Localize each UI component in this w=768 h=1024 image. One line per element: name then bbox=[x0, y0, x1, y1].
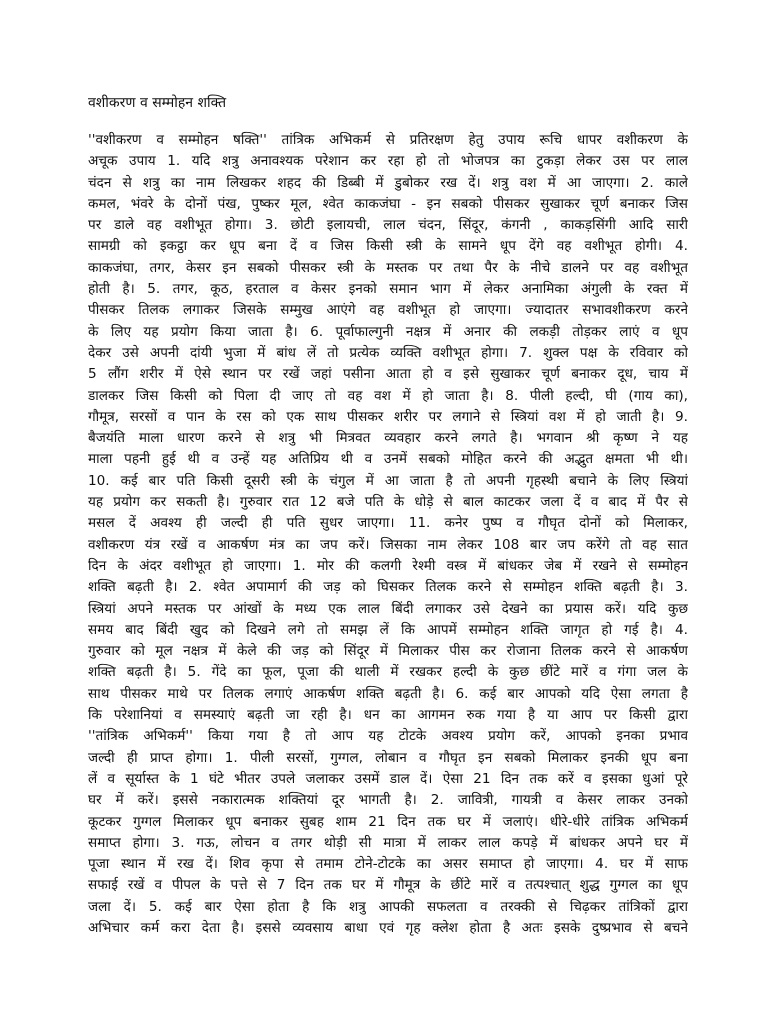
body-line: कमल, भंवरे के दोनों पंख, पुष्कर मूल, श्वेत काकजंघा - इन सबको पीसकर सुखाकर चूर्ण बनाकर जिस bbox=[88, 195, 688, 212]
body-line: कूटकर गुग्गल मिलाकर धूप बनाकर सुबह शाम 21 दिन तक घर में जलाएं। धीरे-धीरे तांत्रिक अभिकर्म bbox=[88, 813, 688, 830]
body-line: 5 लौंग शरीर में ऐसे स्थान पर रखें जहां पसीना आता हो व इसे सुखाकर चूर्ण बनाकर दूध, चाय में bbox=[88, 366, 688, 383]
body-line: समय बाद बिंदी खुद को दिखने लगे तो समझ लें कि आपमें सम्मोहन शक्ति जागृत हो गई है। 4. bbox=[88, 621, 688, 638]
body-line: ''वशीकरण व सम्मोहन षक्ति'' तांत्रिक अभिकर्म से प्रतिरक्षण हेतु उपाय रूचि धापर वशीकरण के bbox=[88, 132, 688, 148]
body-line: ''तांत्रिक अभिकर्म'' किया गया है तो आप यह टोटके अवश्य प्रयोग करें, आपको इनका प्रभाव bbox=[88, 728, 688, 745]
body-line: दिन के अंदर वशीभूत हो जाएगा। 1. मोर की कलगी रेश्मी वस्त्र में बांधकर जेब में रखने से सम्मोहन bbox=[88, 557, 688, 574]
document-title: वशीकरण व सम्मोहन शक्ति bbox=[88, 95, 227, 111]
body-line: चंदन से शत्रु का नाम लिखकर शहद की डिब्बी में डुबोकर रख दें। शत्रु वश में आ जाएगा। 2. काले bbox=[88, 174, 688, 191]
body-line: लें व सूर्यास्त के 1 घंटे भीतर उपले जलाकर उसमें डाल दें। ऐसा 21 दिन तक करें व इसका धुआं पूरे bbox=[88, 770, 688, 787]
body-line: शक्ति बढ़ती है। 5. गेंदे का फूल, पूजा की थाली में रखकर हल्दी के कुछ छींटे मारें व गंगा जल के bbox=[88, 664, 688, 681]
body-line: डालकर जिस किसी को पिला दी जाए तो वह वश में हो जाता है। 8. पीली हल्दी, घी (गाय का), bbox=[88, 387, 688, 404]
body-line: अभिचार कर्म करा देता है। इससे व्यवसाय बाधा एवं गृह क्लेश होता है अतः इसके दुष्प्रभाव से बचने bbox=[88, 919, 688, 936]
body-line: होती है। 5. तगर, कूठ, हरताल व केसर इनको समान भाग में लेकर अनामिका अंगुली के रक्त में bbox=[88, 281, 688, 298]
body-line: देकर उसे अपनी दांयी भुजा में बांध लें तो प्रत्येक व्यक्ति वशीभूत होगा। 7. शुक्ल पक्ष के रविवार को bbox=[88, 344, 688, 361]
body-line: घर में करें। इससे नकारात्मक शक्तियां दूर भागती है। 2. जावित्री, गायत्री व केसर लाकर उनको bbox=[88, 792, 688, 809]
body-line: सफाई रखें व पीपल के पत्ते से 7 दिन तक घर में गौमूत्र के छींटे मारें व तत्पश्चात् शुद्ध गुग्गल का धूप bbox=[88, 877, 688, 894]
body-line: अचूक उपाय 1. यदि शत्रु अनावश्यक परेशान कर रहा हो तो भोजपत्र का टुकड़ा लेकर उस पर लाल bbox=[88, 153, 688, 170]
body-line: 10. कई बार पति किसी दूसरी स्त्री के चंगुल में आ जाता है तो अपनी गृहस्थी बचाने के लिए स्त्रियां bbox=[88, 472, 688, 489]
body-line: जल्दी ही प्राप्त होगा। 1. पीली सरसों, गुग्गल, लोबान व गौघृत इन सबको मिलाकर इनकी धूप बना bbox=[88, 749, 688, 766]
document-body bbox=[88, 130, 688, 939]
body-line: समाप्त होगा। 3. गऊ, लोचन व तगर थोड़ी सी मात्रा में लाकर लाल कपड़े में बांधकर अपने घर में bbox=[88, 834, 688, 851]
body-line: काकजंघा, तगर, केसर इन सबको पीसकर स्त्री के मस्तक पर तथा पैर के नीचे डालने पर वह वशीभूत bbox=[88, 259, 688, 276]
body-line: कि परेशानियां व समस्याएं बढ़ती जा रही है। धन का आगमन रुक गया है या आप पर किसी द्वारा bbox=[88, 707, 688, 724]
body-line: मसल दें अवश्य ही जल्दी ही पति सुधर जाएगा। 11. कनेर पुष्प व गौघृत दोनों को मिलाकर, bbox=[88, 515, 688, 532]
body-line: के लिए यह प्रयोग किया जाता है। 6. पूर्वाफाल्गुनी नक्षत्र में अनार की लकड़ी तोड़कर लाएं व धूप bbox=[88, 323, 688, 340]
body-line: सामग्री को इकट्ठा कर धूप बना दें व जिस किसी स्त्री के सामने धूप देंगे वह वशीभूत होगी। 4. bbox=[88, 238, 688, 255]
body-line: पीसकर तिलक लगाकर जिसके सम्मुख आएंगे वह वशीभूत हो जाएगा। ज्यादातर सभावशीकरण करने bbox=[88, 302, 688, 319]
body-line: शक्ति बढ़ती है। 2. श्वेत अपामार्ग की जड़ को घिसकर तिलक करने से सम्मोहन शक्ति बढ़ती है। 3. bbox=[88, 579, 688, 596]
body-line: यह प्रयोग कर सकती है। गुरुवार रात 12 बजे पति के धोड़े से बाल काटकर जला दें व बाद में पैर से bbox=[88, 494, 688, 511]
body-line: पर डाले वह वशीभूत होगा। 3. छोटी इलायची, लाल चंदन, सिंदूर, कंगनी , काकड़सिंगी आदि सारी bbox=[88, 217, 688, 234]
body-line: बैजयंति माला धारण करने से शत्रु भी मित्रवत व्यवहार करने लगते है। भगवान श्री कृष्ण ने यह bbox=[88, 430, 688, 447]
body-line: पूजा स्थान में रख दें। शिव कृपा से तमाम टोने-टोटके का असर समाप्त हो जाएगा। 4. घर में साफ bbox=[88, 856, 688, 873]
body-line: वशीकरण यंत्र रखें व आकर्षण मंत्र का जप करें। जिसका नाम लेकर 108 बार जप करेंगे तो वह सात bbox=[88, 536, 688, 553]
body-line: गौमूत्र, सरसों व पान के रस को एक साथ पीसकर शरीर पर लगाने से स्त्रियां वश में हो जाती है। 9. bbox=[88, 408, 688, 425]
body-line: गुरुवार को मूल नक्षत्र में केले की जड़ को सिंदूर में मिलाकर पीस कर रोजाना तिलक करने से आकर्षण bbox=[88, 643, 688, 660]
body-line: स्त्रियां अपने मस्तक पर आंखों के मध्य एक लाल बिंदी लगाकर उसे देखने का प्रयास करें। यदि कुछ bbox=[88, 600, 688, 617]
body-line: जला दें। 5. कई बार ऐसा होता है कि शत्रु आपकी सफलता व तरक्की से चिढ़कर तांत्रिकों द्वारा bbox=[88, 898, 688, 915]
body-line: माला पहनी हुई थी व उन्हें यह अतिप्रिय थी व उनमें सबको मोहित करने की अद्भुत क्षमता भी थी। bbox=[88, 451, 688, 468]
body-line: साथ पीसकर माथे पर तिलक लगाएं आकर्षण शक्ति बढ़ती है। 6. कई बार आपको यदि ऐसा लगता है bbox=[88, 685, 688, 702]
